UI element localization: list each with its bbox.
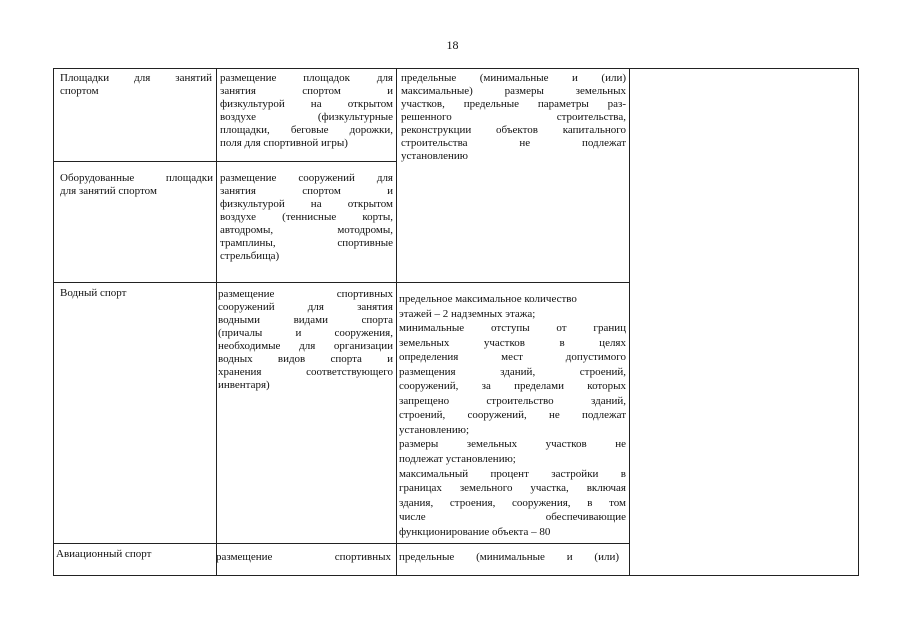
activity-name: спортом xyxy=(60,85,99,97)
row-divider xyxy=(53,282,629,283)
activity-name: для занятий спортом xyxy=(60,185,157,197)
parameters-text: предельные (минимальные и (или) xyxy=(399,551,619,563)
activity-description: размещение площадок для занятия спортом и физкультурой на открытом воздухе (физкультурные площадки, беговые дорожки, поля для спортивной игры) xyxy=(220,72,393,149)
table-row xyxy=(60,287,213,300)
column-divider xyxy=(396,68,397,576)
row-divider xyxy=(53,161,396,162)
activity-description: размещение спортивных xyxy=(216,551,391,563)
column-divider xyxy=(629,68,630,576)
table-row xyxy=(56,548,213,561)
table-row xyxy=(60,72,212,98)
parameters-text: предельное максимальное количество этажей – 2 надземных этажа; минимальные отступы от границ земельных участков в целях определения мест допустимого размещения зданий, строений, сооружений, за пределами которых запрещено строительство зданий, строений, сооружений, не подлежат установлению; размеры земельных участков не подлежат установлению; максимальный процент застройки в границах земельного участка, включая здания, строения, сооружения, в том числе обеспечивающие функционирование объекта – 80 xyxy=(399,293,626,538)
column-divider xyxy=(216,68,217,576)
activity-name: Площадки для занятий xyxy=(60,72,212,84)
activity-description: размещение сооружений для занятия спортом и физкультурой на открытом воздухе (теннисные корты, автодромы, мотодромы, трамплины, спортивные стрельбища) xyxy=(220,172,393,262)
page-number: 18 xyxy=(446,38,459,52)
parameters-text: предельные (минимальные и (или) максимальные) размеры земельных участков, предельные параметры раз- решенного строительства, реконструкции объектов капитального строительства не подлежат установлению xyxy=(401,72,626,162)
activity-name: Оборудованные площадки xyxy=(60,172,213,184)
activity-name: Водный спорт xyxy=(60,287,127,299)
activity-description: размещение спортивных сооружений для занятия водными видами спорта (причалы и сооружения, необходимые для организации водных видов спорта и хранения соответствующего инвентаря) xyxy=(218,288,393,391)
activity-name: Авиационный спорт xyxy=(56,548,152,560)
table-row xyxy=(60,172,213,198)
row-divider xyxy=(53,543,629,544)
